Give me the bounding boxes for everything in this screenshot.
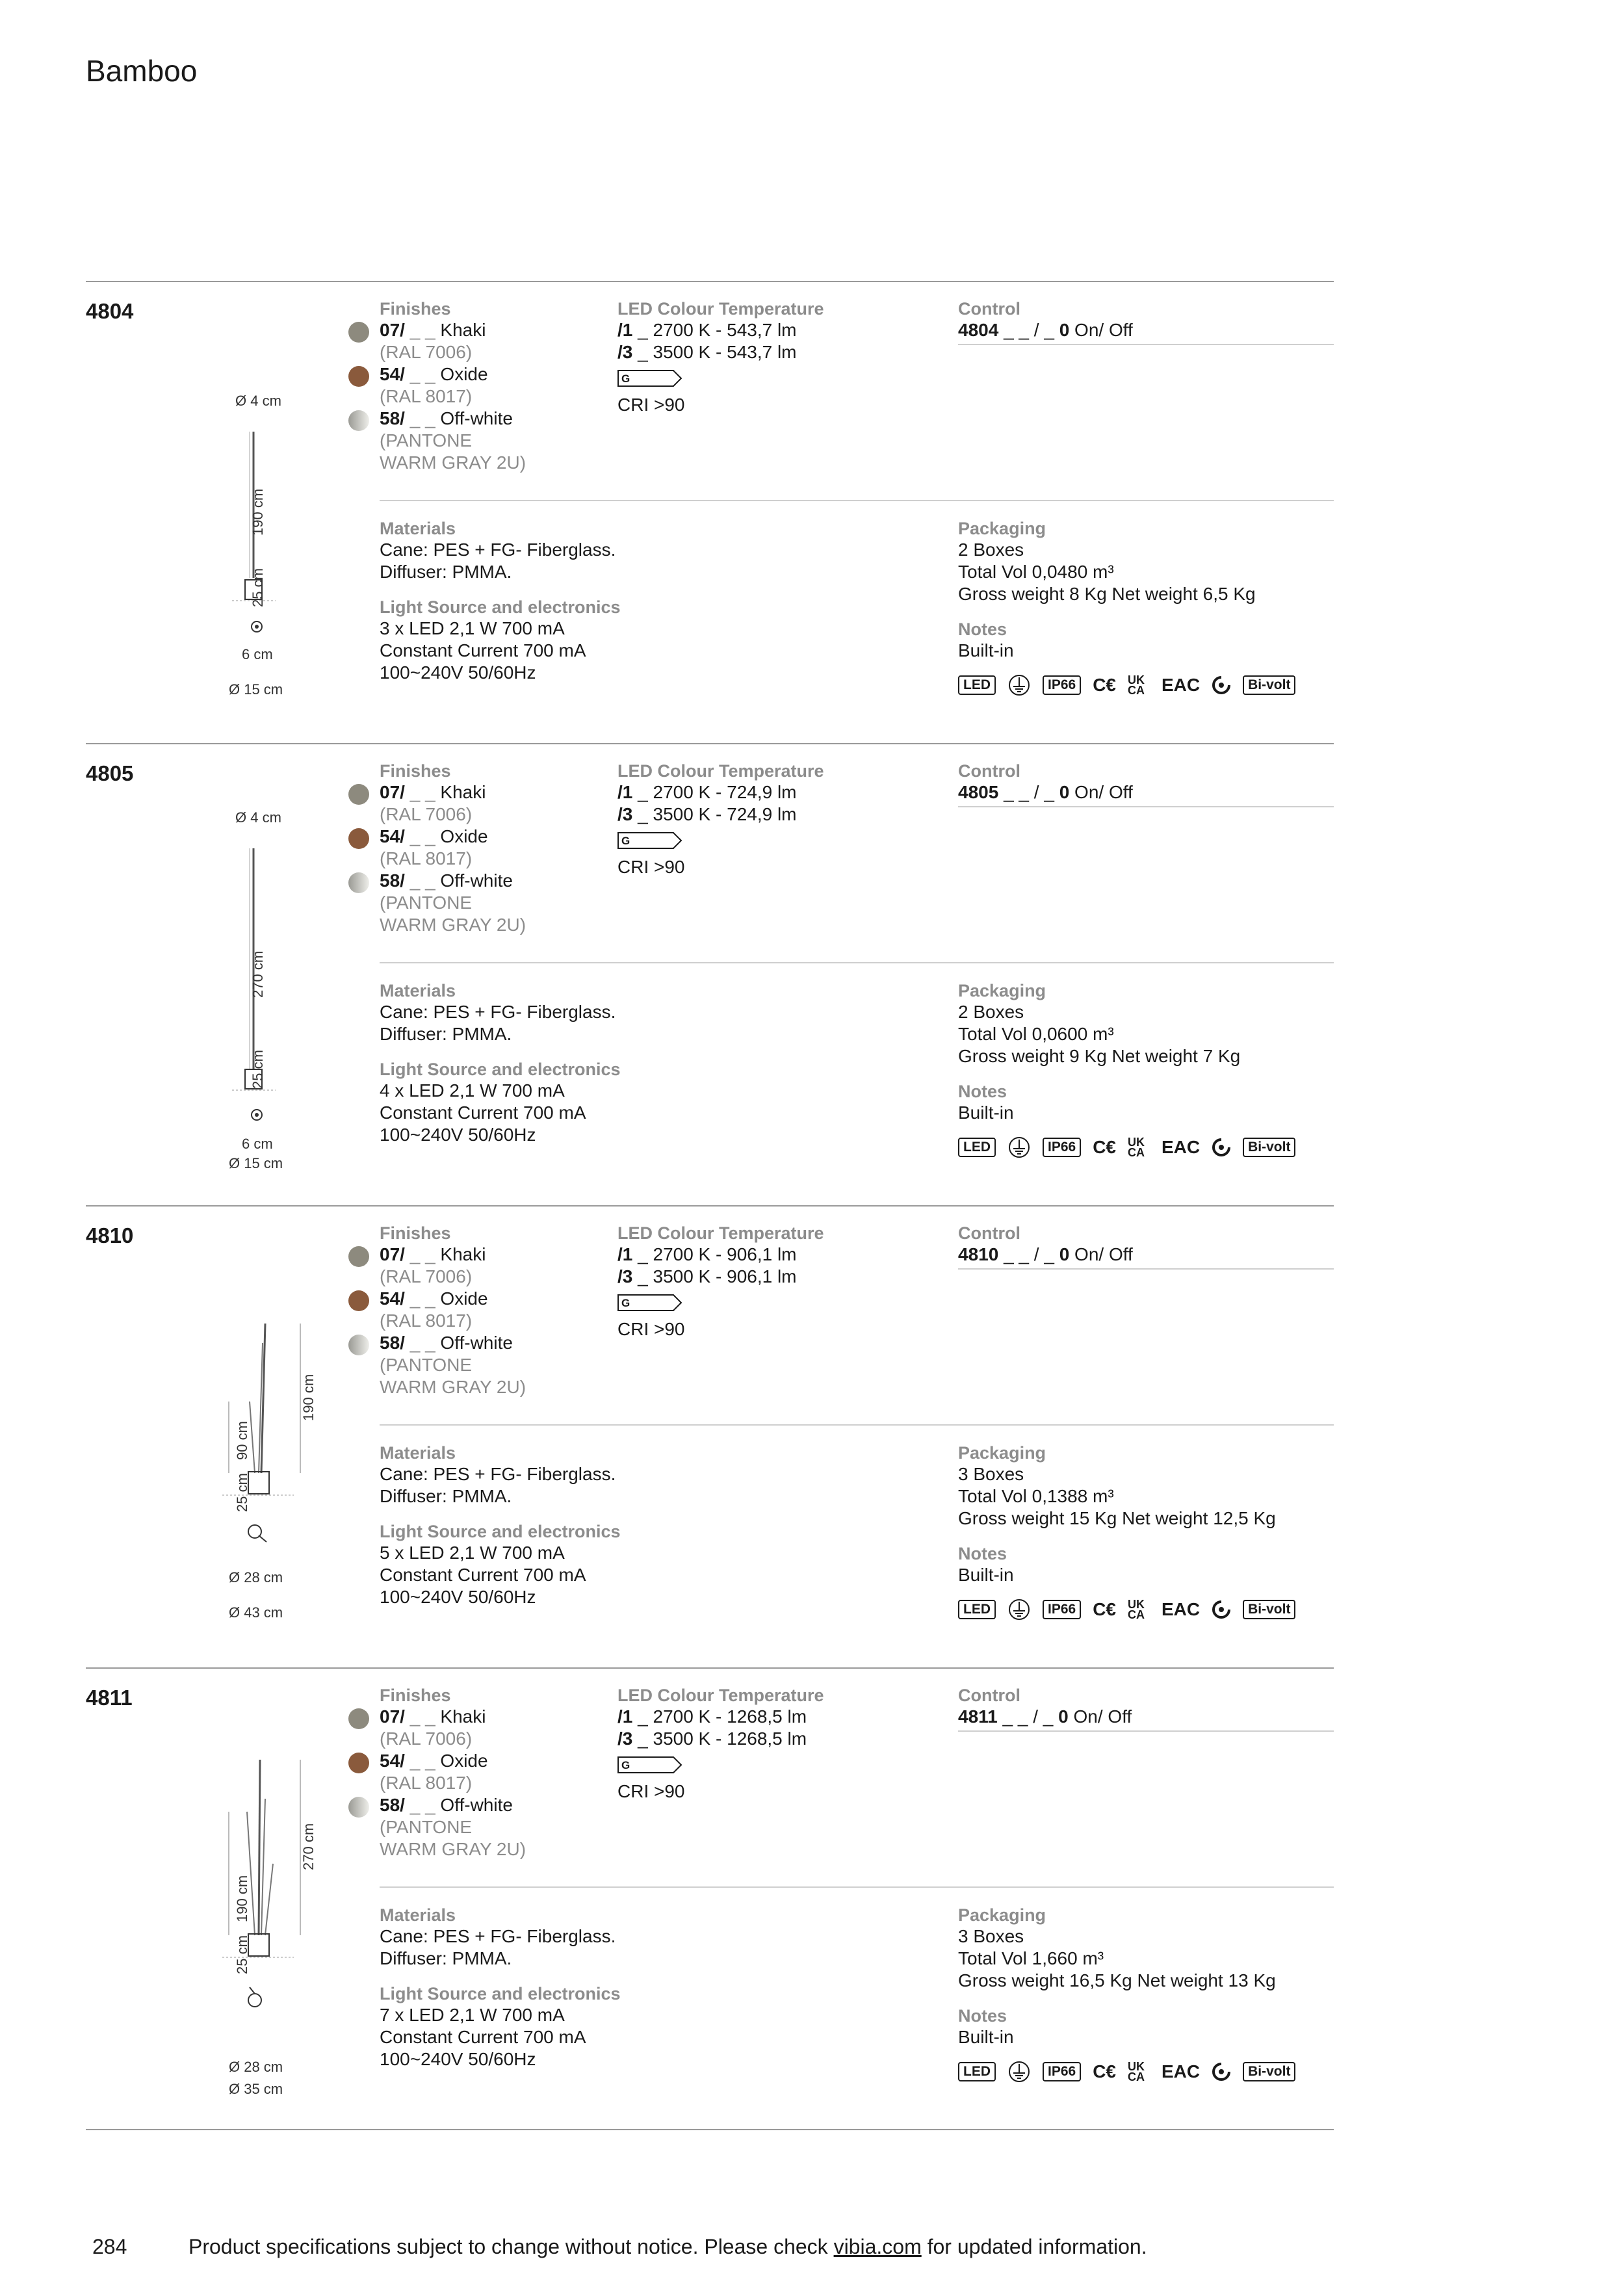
bivolt-icon: Bi-volt	[1243, 1600, 1295, 1619]
certification-icons	[958, 1136, 1334, 1159]
ce-icon: C€	[1093, 2061, 1116, 2081]
bivolt-icon: Bi-volt	[1243, 1138, 1295, 1157]
led-column: LED Colour Temperature /1 _ 2700 K - 1268,5 lm /3 _ 3500 K - 1268,5 lm G CRI >90	[617, 1686, 824, 1801]
product-4810	[86, 1205, 1334, 1668]
ukca-icon: UK CA	[1128, 673, 1145, 697]
dim-h2: 25 cm	[234, 1473, 250, 1512]
product-code: 4811	[86, 1686, 133, 1710]
product-4811	[86, 1667, 1334, 2130]
control-column: Control 4805 _ _ / _ 0 On/ Off	[958, 761, 1334, 807]
recycle-icon	[1212, 2062, 1231, 2081]
packaging-column: Packaging 2 Boxes Total Vol 0,0480 m³ Gross weight 8 Kg Net weight 6,5 Kg Notes Built-in LED IP66 C€ UK CA EAC Bi-volt	[958, 519, 1334, 697]
finishes-column: Finishes 07/ _ _ Khaki (RAL 7006) 54/ _ _ Oxide (RAL 8017) 58/ _ _ Off-white (PANTONE WARM GRAY 2U)	[380, 761, 575, 936]
energy-class-badge	[617, 832, 682, 849]
dim-h2: 25 cm	[234, 1935, 250, 1974]
energy-class-badge	[617, 1294, 682, 1311]
page-number: 284	[92, 2235, 127, 2258]
swatch-offwhite	[348, 1797, 369, 1818]
earth-icon	[1007, 1136, 1031, 1159]
product-code: 4810	[86, 1223, 134, 1247]
eac-icon: EAC	[1162, 675, 1201, 695]
energy-class-badge	[617, 370, 682, 387]
bottom-divider	[86, 2129, 1334, 2130]
ip-icon: IP66	[1043, 675, 1081, 695]
ce-icon: C€	[1093, 1599, 1116, 1619]
dim-top: Ø 4 cm	[235, 809, 281, 826]
finishes-column: Finishes 07/ _ _ Khaki (RAL 7006) 54/ _ _ Oxide (RAL 8017) 58/ _ _ Off-white (PANTONE WARM GRAY 2U)	[380, 1223, 575, 1398]
product-drawing	[151, 783, 359, 1173]
control-column: Control 4804 _ _ / _ 0 On/ Off	[958, 299, 1334, 345]
earth-icon	[1007, 1598, 1031, 1621]
dim-h-total: 190 cm	[300, 1374, 317, 1421]
dim-h2: 25 cm	[250, 1050, 266, 1089]
dim-w2: Ø 15 cm	[229, 681, 283, 698]
led-column: LED Colour Temperature /1 _ 2700 K - 543,7 lm /3 _ 3500 K - 543,7 lm G CRI >90	[617, 299, 824, 415]
led-icon: LED	[958, 2062, 996, 2081]
svg-text:G: G	[621, 372, 630, 385]
recycle-icon	[1212, 675, 1231, 695]
dim-w2: Ø 35 cm	[229, 2081, 283, 2097]
led-column: LED Colour Temperature /1 _ 2700 K - 906,1 lm /3 _ 3500 K - 906,1 lm G CRI >90	[617, 1223, 824, 1339]
swatch-khaki	[348, 1708, 369, 1729]
materials-column: Materials Cane: PES + FG- Fiberglass. Diffuser: PMMA. Light Source and electronics 7 x LED 2,1 W 700 mA Constant Current 700 mA 100~240V 50/60Hz	[380, 1905, 621, 2069]
dim-w2: Ø 15 cm	[229, 1155, 283, 1171]
dim-w1: Ø 28 cm	[229, 2059, 283, 2075]
dim-w1: Ø 28 cm	[229, 1569, 283, 1585]
packaging-column: Packaging 3 Boxes Total Vol 0,1388 m³ Gross weight 15 Kg Net weight 12,5 Kg Notes Built-in LED IP66 C€ UK CA EAC Bi-volt	[958, 1443, 1334, 1621]
eac-icon: EAC	[1162, 1137, 1201, 1157]
bivolt-icon: Bi-volt	[1243, 2062, 1295, 2081]
svg-text:G: G	[621, 835, 630, 847]
recycle-icon	[1212, 1138, 1231, 1157]
svg-text:G: G	[621, 1297, 630, 1309]
bivolt-icon: Bi-volt	[1243, 675, 1295, 695]
dim-top: Ø 4 cm	[235, 393, 281, 409]
ce-icon: C€	[1093, 675, 1116, 695]
dim-w2: Ø 43 cm	[229, 1604, 283, 1621]
dim-w1: 6 cm	[242, 1136, 273, 1152]
swatch-oxide	[348, 828, 369, 849]
ce-icon: C€	[1093, 1137, 1116, 1157]
swatch-oxide	[348, 1290, 369, 1311]
swatch-offwhite	[348, 872, 369, 893]
packaging-column: Packaging 3 Boxes Total Vol 1,660 m³ Gross weight 16,5 Kg Net weight 13 Kg Notes Built-in LED IP66 C€ UK CA EAC Bi-volt	[958, 1905, 1334, 2083]
certification-icons	[958, 673, 1334, 697]
page-title: Bamboo	[86, 54, 198, 88]
control-column: Control 4811 _ _ / _ 0 On/ Off	[958, 1686, 1334, 1732]
dim-h1: 270 cm	[250, 950, 266, 998]
dim-h-total: 270 cm	[300, 1823, 317, 1870]
packaging-column: Packaging 2 Boxes Total Vol 0,0600 m³ Gross weight 9 Kg Net weight 7 Kg Notes Built-in LED IP66 C€ UK CA EAC Bi-volt	[958, 981, 1334, 1159]
product-4805	[86, 743, 1334, 1206]
finishes-column: Finishes 07/ _ _ Khaki (RAL 7006) 54/ _ _ Oxide (RAL 8017) 58/ _ _ Off-white (PANTONE WARM GRAY 2U)	[380, 299, 575, 474]
ip-icon: IP66	[1043, 2062, 1081, 2081]
certification-icons	[958, 2060, 1334, 2083]
dim-w1: 6 cm	[242, 646, 273, 662]
dim-h1: 190 cm	[234, 1875, 250, 1922]
swatch-offwhite	[348, 410, 369, 431]
led-column: LED Colour Temperature /1 _ 2700 K - 724,9 lm /3 _ 3500 K - 724,9 lm G CRI >90	[617, 761, 824, 877]
product-drawing	[151, 1708, 359, 2098]
product-code: 4805	[86, 761, 134, 785]
recycle-icon	[1212, 1600, 1231, 1619]
footer: 284 Product specifications subject to change without notice. Please check vibia.com for updated information.	[92, 2235, 1147, 2258]
materials-column: Materials Cane: PES + FG- Fiberglass. Diffuser: PMMA. Light Source and electronics 5 x LED 2,1 W 700 mA Constant Current 700 mA 100~240V 50/60Hz	[380, 1443, 621, 1607]
eac-icon: EAC	[1162, 1599, 1201, 1619]
energy-class-badge	[617, 1756, 682, 1773]
ip-icon: IP66	[1043, 1138, 1081, 1157]
swatch-khaki	[348, 1246, 369, 1267]
certification-icons	[958, 1598, 1334, 1621]
swatch-offwhite	[348, 1335, 369, 1355]
ukca-icon: UK CA	[1128, 1136, 1145, 1159]
ukca-icon: UK CA	[1128, 1598, 1145, 1621]
finishes-label: Finishes	[380, 299, 451, 319]
control-column: Control 4810 _ _ / _ 0 On/ Off	[958, 1223, 1334, 1270]
swatch-khaki	[348, 784, 369, 805]
materials-column: Materials Cane: PES + FG- Fiberglass. Diffuser: PMMA. Light Source and electronics 4 x LED 2,1 W 700 mA Constant Current 700 mA 100~240V 50/60Hz	[380, 981, 621, 1145]
ukca-icon: UK CA	[1128, 2060, 1145, 2083]
dim-h1: 90 cm	[234, 1421, 250, 1460]
product-drawing	[151, 1246, 359, 1636]
led-icon: LED	[958, 1600, 996, 1619]
led-icon: LED	[958, 1138, 996, 1157]
finishes-column: Finishes 07/ _ _ Khaki (RAL 7006) 54/ _ _ Oxide (RAL 8017) 58/ _ _ Off-white (PANTONE WARM GRAY 2U)	[380, 1686, 575, 1860]
earth-icon	[1007, 2060, 1031, 2083]
swatch-oxide	[348, 366, 369, 387]
swatch-khaki	[348, 322, 369, 343]
materials-column: Materials Cane: PES + FG- Fiberglass. Diffuser: PMMA. Light Source and electronics 3 x LED 2,1 W 700 mA Constant Current 700 mA 100~240V 50/60Hz	[380, 519, 621, 683]
dim-h1: 190 cm	[250, 488, 266, 536]
product-code: 4804	[86, 299, 134, 323]
dim-h2: 25 cm	[250, 568, 266, 607]
product-drawing	[151, 321, 359, 711]
eac-icon: EAC	[1162, 2061, 1201, 2081]
svg-text:G: G	[621, 1759, 630, 1771]
ip-icon: IP66	[1043, 1600, 1081, 1619]
swatch-oxide	[348, 1753, 369, 1773]
earth-icon	[1007, 673, 1031, 697]
product-4804	[86, 281, 1334, 744]
led-icon: LED	[958, 675, 996, 695]
vibia-link[interactable]: vibia.com	[833, 2235, 922, 2258]
